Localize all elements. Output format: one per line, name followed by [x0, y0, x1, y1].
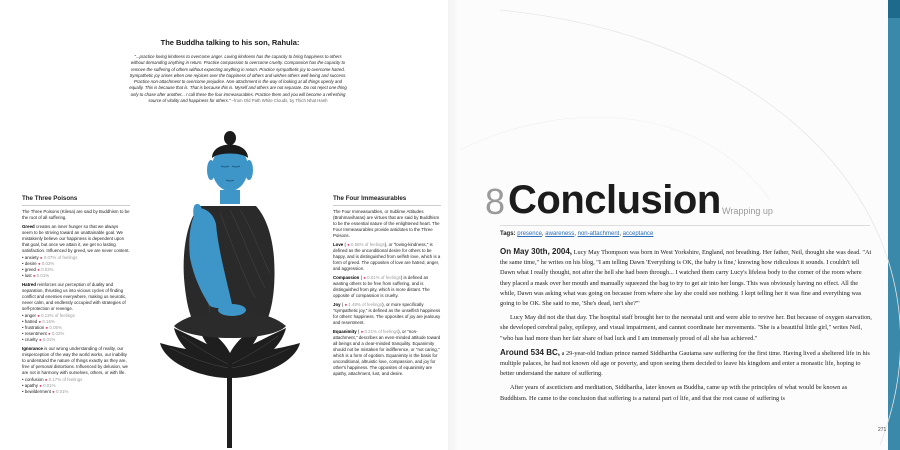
list-item: • bewilderment ● 0.01%: [22, 389, 69, 394]
ignorance-term: Ignorance: [22, 346, 43, 351]
joy-paragraph: Joy ( ● 1.48% of feelings), or more specifically "sympathetic joy," is defined as the unselfish happiness for others' happiness. The opposites of joy are jealousy and resentment.: [333, 302, 441, 325]
paragraph-4: After years of asceticism and meditation, Siddhartha, later known as Buddha, came up with the principles of what would be known as Buddhism. He came to the conclusion that suffering is a natural part of life, and that the root cause of suffering is: [500, 384, 848, 402]
list-item: • cruelty ● 0.01%: [22, 337, 56, 342]
quote-title: The Buddha talking to his son, Rahula:: [160, 38, 300, 47]
list-item: • anxiety ● 0.07% of feelings: [22, 255, 78, 260]
love-paragraph: Love ( ● 0.58% of feelings), or "loving-kindness," is defined as the unconditional desire for others to be happy, and is distinguished from selfish love, which is a form of greed. The opposites of love are hatred, anger, and aggression.: [333, 242, 441, 271]
quote-body: [128, 54, 348, 104]
poisons-intro: The Three Poisons (Kilesa) are said by Buddhism to be the root of all suffering.: [22, 209, 130, 220]
body-text: [500, 247, 874, 408]
four-immeasurables-heading: The Four Immeasurables: [333, 196, 441, 206]
greed-list: [22, 255, 130, 279]
paragraph-1: On May 30th, 2004, Lucy May Thompson was born in West Yorkshire, England, not breathing. Her father, Neil, thought she was dead. "At the same time," he writes on his blog, "I am telling Dawn 'Everything is OK, the baby is fine,' knowing how ridiculous it sounds. I couldn't tell Dawn what I really thought, not after the hell she had been through... I watched them carry Lucy's lifeless body to the corner of the room where they placed a mask over her mouth and manually squeezed the bag to try to get air into her lungs. This was obviously having no effect. All the while, Dawn was asking what was going on because from where she lay she could see nothing. I kept telling her it was fine and everything was going to be OK. She said to me, 'She's dead, isn't she?'": [500, 247, 872, 308]
tag-list: Tags: presence, awareness, non-attachment, acceptance: [500, 231, 654, 237]
tag-non-attachment[interactable]: non-attachment: [577, 231, 620, 237]
hatred-text: reinforces our perception of duality and separation, thrusting us into vicious cycles of finding conflict and enemies everywhere, making us neurotic, never calm, and endlessly occupied with strategies of self-protection or revenge.: [22, 282, 127, 311]
ignorance-list: [22, 377, 130, 395]
three-poisons-section: [22, 196, 130, 395]
list-item: • apathy ● 0.01%: [22, 383, 56, 388]
paragraph-3: Around 534 BC, a 29-year-old Indian prince named Siddhartha Gautama saw suffering for the first time. Having lived a sheltered life in his multiple palaces, he had not known old age or poverty, and upon seeing them decided to leave his kingdom and enter a monastic life, hoping to better understand the nature of suffering.: [500, 347, 870, 378]
tag-awareness[interactable]: awareness: [545, 231, 575, 237]
buddha-illustration: [160, 128, 300, 450]
ignorance-paragraph: [22, 346, 130, 376]
tags-label: Tags:: [500, 231, 516, 237]
quote-source: –from Old Path White Clouds, by Thich Nhat Hanh: [230, 98, 328, 104]
list-item: • greed ● 0.02%: [22, 267, 54, 272]
list-item: • frustration ● 0.05%: [22, 325, 62, 330]
joy-term: Joy: [333, 302, 341, 307]
greed-term: Greed: [22, 224, 35, 229]
equanimity-paragraph: Equanimity ( ● 0.21% of feelings), or "non-attachment," describes an even-minded attitude toward all beings and a clear-minded tranquility. Equanimity should not be mistaken for indifference, or "not caring," which is a form of egotism. Equanimity is the basis for unconditional, altruistic love, compassion, and joy for other's happiness. The opposites of equanimity are apathy, attachment, lust, and desire.: [333, 329, 441, 376]
list-item: • lust ● 0.01%: [22, 273, 50, 278]
title-divider: [500, 225, 870, 226]
list-item: • desire ● 0.02%: [22, 261, 55, 266]
paragraph-2: Lucy May did not die that day. The hospital staff brought her to the neonatal unit and were able to revive her. But because of oxygen starvation, she developed cerebral palsy, epilepsy, and visual impairment, and cannot coordinate her movements. "She is a beautiful little girl," writes Neil, "who has had more than her fair share of bad luck and I am immensely proud of all she has achieved.": [500, 314, 872, 342]
list-item: • hatred ● 0.16%: [22, 319, 55, 324]
paragraph-1-lead: On May 30th, 2004,: [500, 247, 573, 256]
love-term: Love: [333, 242, 344, 247]
three-poisons-heading: The Three Poisons: [22, 196, 130, 206]
tag-presence[interactable]: presence: [517, 231, 542, 237]
four-immeasurables-section: [333, 196, 441, 380]
compassion-term: Compassion: [333, 275, 360, 280]
quote-text: "...practice loving kindness to overcome anger. Loving kindness has the capacity to bring happiness to others without demanding anything in return. Practice compassion to overcome cruelty. Compassion has the capacity to remove the suffering of others without expecting anything in return. Practice sympathetic joy to overcome hatred. Sympathetic joy arises when one rejoices over the happiness of others and wishes others well-being and success. Practice non-attachment to overcome prejudice. Non-attachment is the way of looking at all things openly and equally. This is because that is. That is because this is. Myself and others are not separate. Do not reject one thing only to chase after another... I call these the four immeasurables. Practice them and you will become a refreshing source of vitality and happiness for others.": [129, 54, 347, 104]
greed-text: creates an inner hunger so that we always seem to be striving toward an unattainable goal. We mistakenly believe our happiness is dependent upon that goal, but once we attain it, we get no lasting satisfaction. Influenced by greed, we are never content.: [22, 224, 130, 253]
compassion-paragraph: Compassion ( ● 0.01% of feelings) is defined as wanting others to be free from suffering, and is distinguished from pity, which is more distant. The opposite of compassion is cruelty.: [333, 275, 430, 298]
tag-acceptance[interactable]: acceptance: [622, 231, 654, 237]
ignorance-text: is our wrong understanding of reality, our misperception of the way the world works, our inability to understand the nature of things exactly as they are, free of personal distortions. Influenced by delusion, we are not in harmony with ourselves, others, or with life.: [22, 346, 128, 375]
chapter-subtitle: Wrapping up: [722, 206, 773, 216]
greed-paragraph: [22, 224, 130, 254]
chapter-number: 8: [485, 181, 506, 222]
hatred-paragraph: [22, 282, 130, 312]
immeasurables-intro: The Four Immeasurables, or Sublime Attitudes (Brahmaviharas) are virtues that are said by Buddhism to be the essential nature of the enlightened heart. The Four Immeasurables provide antidotes to the Three Poisons.: [333, 209, 440, 238]
list-item: • anger ● 0.12% of feelings: [22, 313, 75, 318]
page-number: 271: [878, 427, 887, 433]
paragraph-3-lead: Around 534 BC,: [500, 347, 561, 357]
list-item: • resentment ● 0.02%: [22, 331, 65, 336]
hatred-list: [22, 313, 130, 343]
equanimity-term: Equanimity: [333, 329, 357, 334]
list-item: • confusion ● 0.17% of feelings: [22, 377, 83, 382]
hatred-term: Hatred: [22, 282, 36, 287]
chapter-title: Conclusion: [508, 178, 721, 222]
